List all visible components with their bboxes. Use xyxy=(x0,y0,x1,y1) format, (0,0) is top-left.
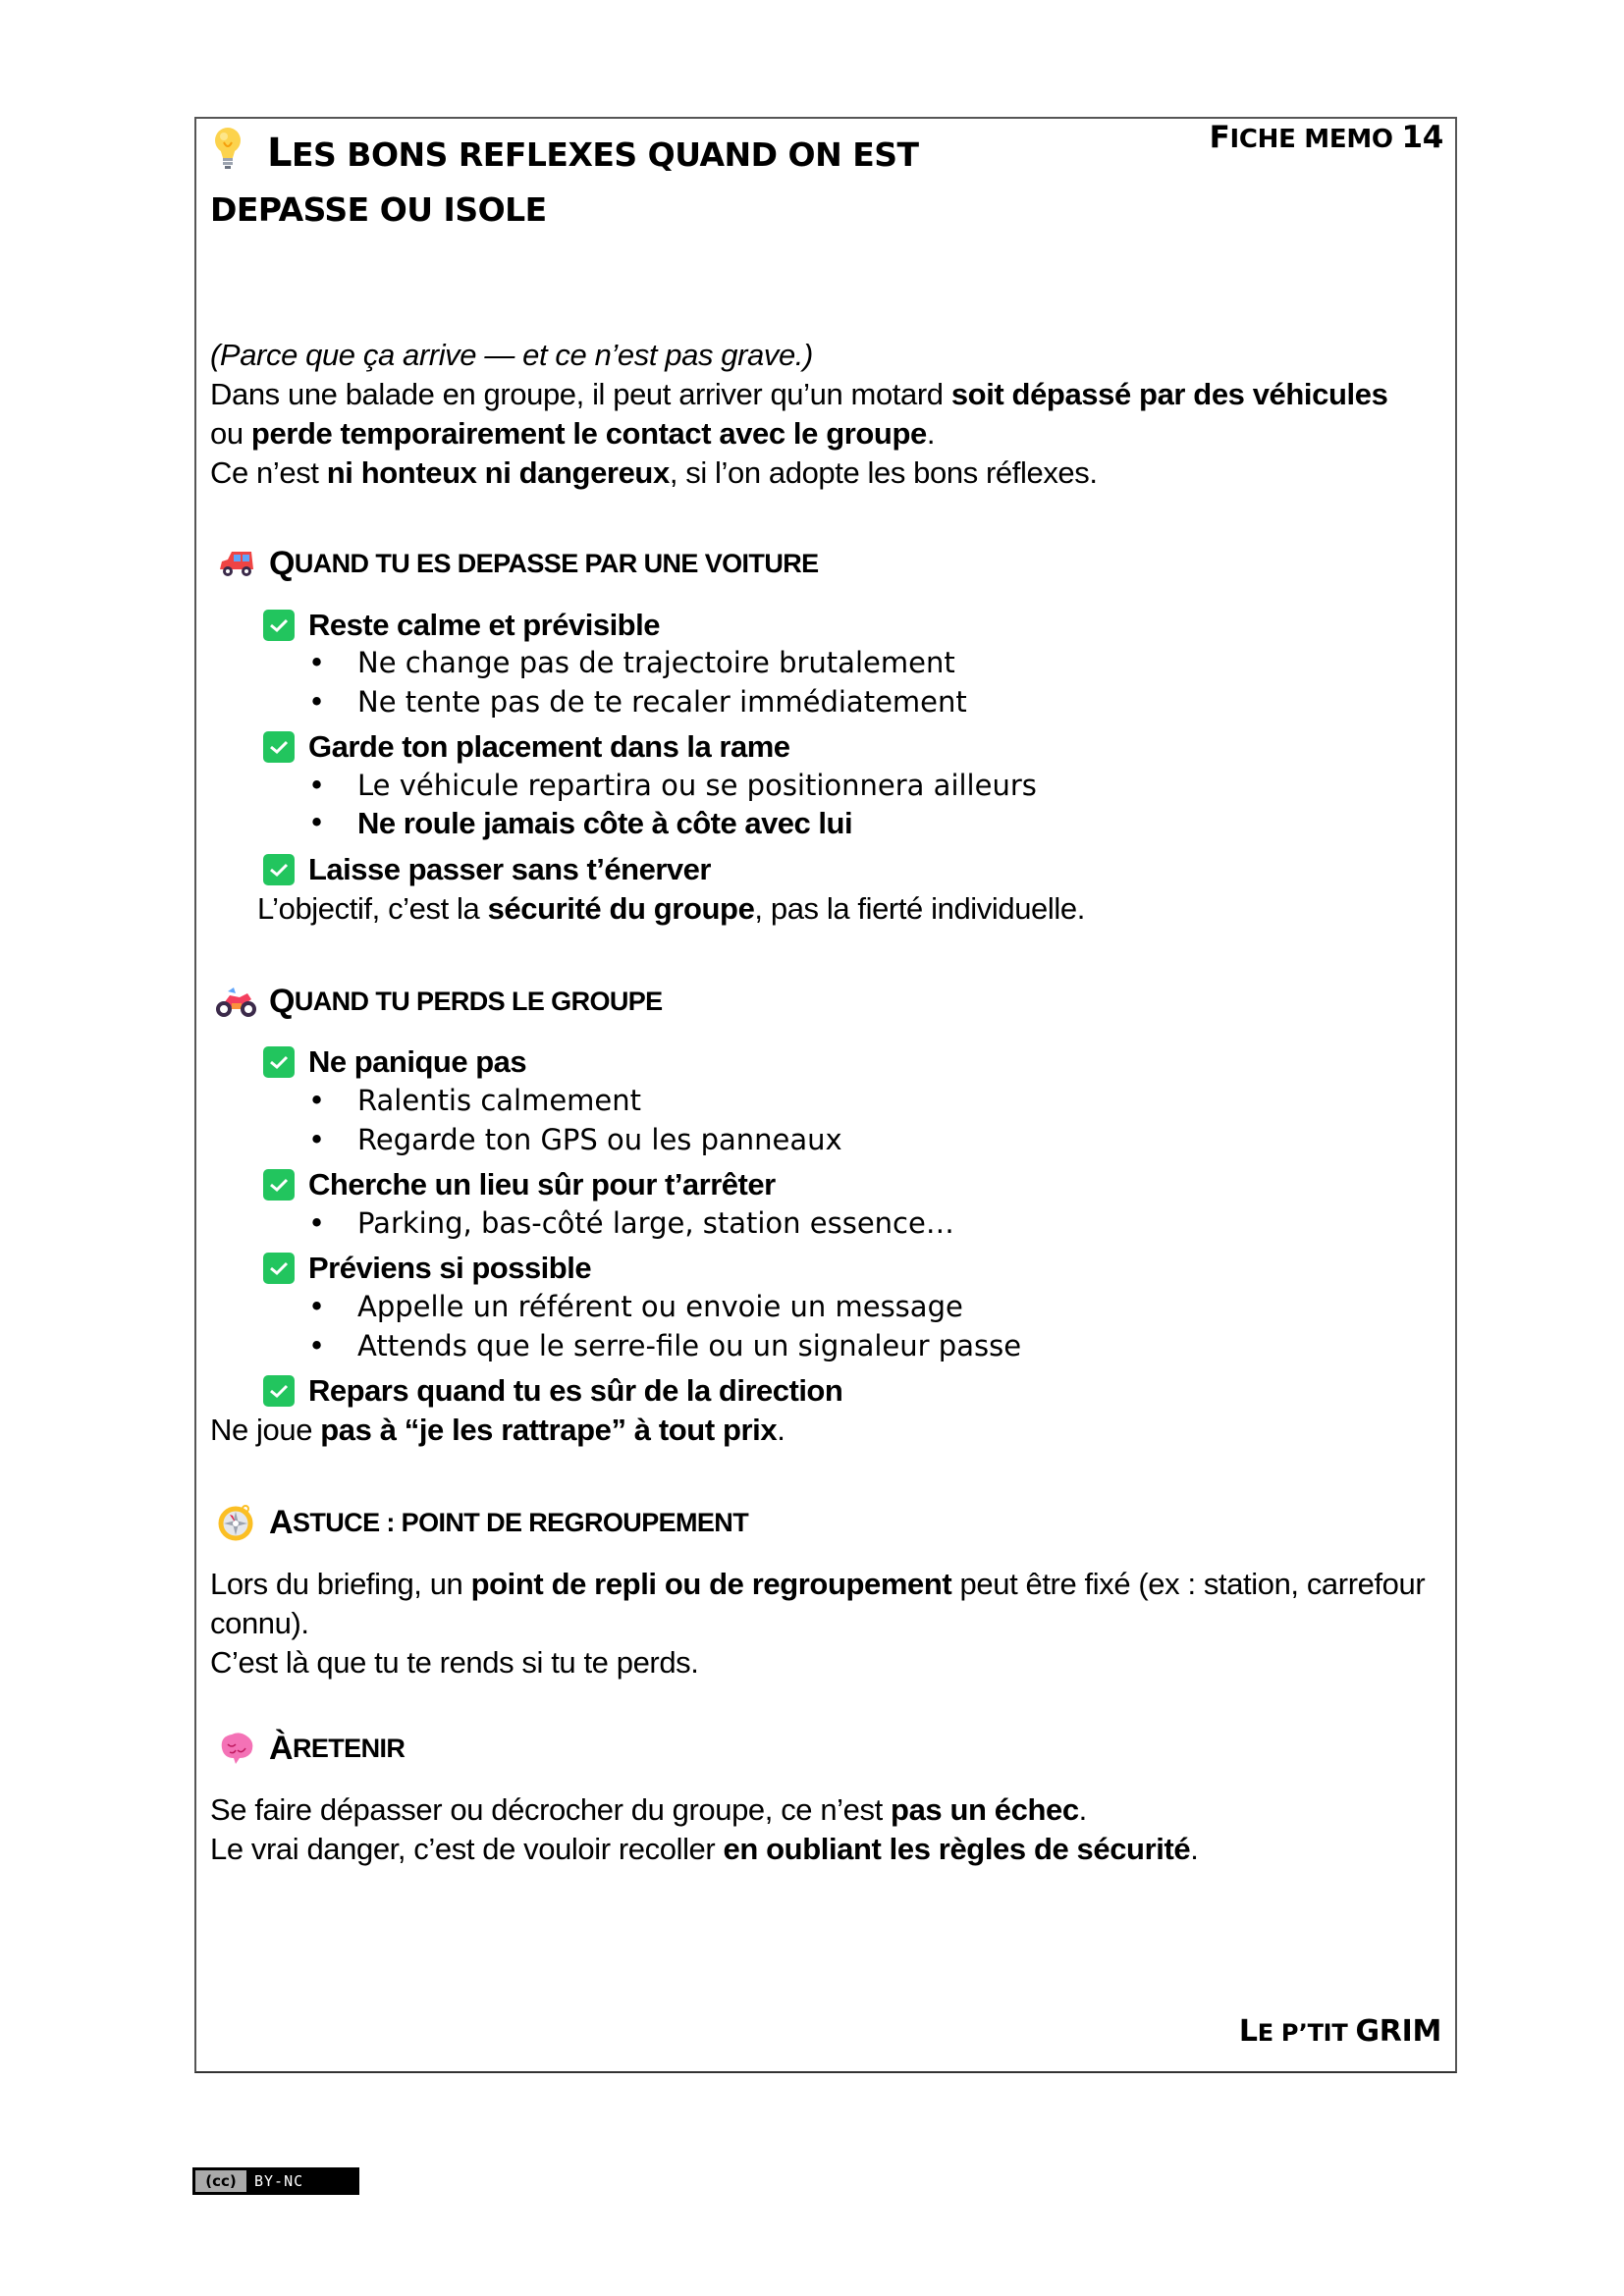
remember-paragraph-1: Se faire dépasser ou décrocher du groupe, ce n’est pas un échec. xyxy=(210,1792,1087,1827)
page-title: LES BONS REFLEXES QUAND ON EST DEPASSE OU ISOLE xyxy=(210,126,1094,238)
list-item: • Attends que le serre-file ou un signaleur passe xyxy=(312,1329,1021,1362)
list-item: • Ne tente pas de te recaler immédiatement xyxy=(312,685,967,719)
checklist-item: Reste calme et prévisible xyxy=(263,608,660,643)
list-item: • Regarde ton GPS ou les panneaux xyxy=(312,1123,842,1156)
checklist-item: Laisse passer sans t’énerver xyxy=(263,852,711,887)
section-heading-remember: À RETENIR xyxy=(214,1729,405,1768)
checklist-item: Cherche un lieu sûr pour t’arrêter xyxy=(263,1167,776,1202)
list-item: • Parking, bas-côté large, station essence… xyxy=(312,1206,954,1240)
section-heading-overtaken: Q UAND TU ES DEPASSE PAR UNE VOITURE xyxy=(214,544,819,583)
checklist-item: Ne panique pas xyxy=(263,1044,526,1080)
checklist-item: Repars quand tu es sûr de la direction xyxy=(263,1373,842,1409)
checkmark-icon xyxy=(263,854,295,885)
section-conclusion: L’objectif, c’est la sécurité du groupe, pas la fierté individuelle. xyxy=(257,891,1085,926)
checkmark-icon xyxy=(263,1169,295,1201)
tip-paragraph-2: C’est là que tu te rends si tu te perds. xyxy=(210,1645,699,1680)
tip-paragraph-1: Lors du briefing, un point de repli ou de regroupement peut être fixé (ex : station, carrefour connu). xyxy=(210,1567,1426,1640)
checklist-item: Garde ton placement dans la rame xyxy=(263,729,790,765)
creative-commons-icon: (cc) xyxy=(195,2170,246,2192)
checkmark-icon xyxy=(263,610,295,641)
intro-paragraph-2: Ce n’est ni honteux ni dangereux, si l’on adopte les bons réflexes. xyxy=(210,455,1098,490)
brand-signature: LE P’TIT GRIM xyxy=(1238,2014,1441,2049)
memo-number-label: FICHE MEMO 14 xyxy=(1209,120,1443,155)
list-item: • Le véhicule repartira ou se positionnera ailleurs xyxy=(312,769,1037,802)
intro-subtitle: (Parce que ça arrive — et ce n’est pas grave.) xyxy=(210,338,813,372)
checkmark-icon xyxy=(263,1253,295,1284)
section-conclusion: Ne joue pas à “je les rattrape” à tout prix. xyxy=(210,1413,785,1447)
list-item: • Ralentis calmement xyxy=(312,1084,641,1117)
checkmark-icon xyxy=(263,1375,295,1407)
license-badge xyxy=(192,2167,359,2195)
list-item: • Appelle un référent ou envoie un message xyxy=(312,1290,963,1323)
checkmark-icon xyxy=(263,1046,295,1078)
list-item: • Ne roule jamais côte à côte avec lui xyxy=(312,806,852,841)
car-icon xyxy=(214,544,257,583)
intro-text xyxy=(210,336,1428,493)
checklist-item: Préviens si possible xyxy=(263,1251,591,1286)
tip-text xyxy=(210,1565,1437,1682)
remember-text xyxy=(210,1790,1428,1869)
checkmark-icon xyxy=(263,731,295,763)
light-bulb-icon xyxy=(210,127,245,170)
section-heading-tip: A STUCE : POINT DE REGROUPEMENT xyxy=(214,1503,748,1542)
brain-icon xyxy=(214,1729,257,1768)
list-item: • Ne change pas de trajectoire brutalement xyxy=(312,646,955,679)
section-heading-lost-group: Q UAND TU PERDS LE GROUPE xyxy=(214,982,663,1021)
motorcycle-icon xyxy=(214,982,257,1021)
compass-icon xyxy=(214,1503,257,1542)
intro-paragraph-1: Dans une balade en groupe, il peut arriver qu’un motard soit dépassé par des véhicules ou perde temporairement le contact avec le groupe. xyxy=(210,377,1388,451)
remember-paragraph-2: Le vrai danger, c’est de vouloir recoller en oubliant les règles de sécurité. xyxy=(210,1832,1199,1866)
license-text: BY-NC xyxy=(254,2172,304,2190)
